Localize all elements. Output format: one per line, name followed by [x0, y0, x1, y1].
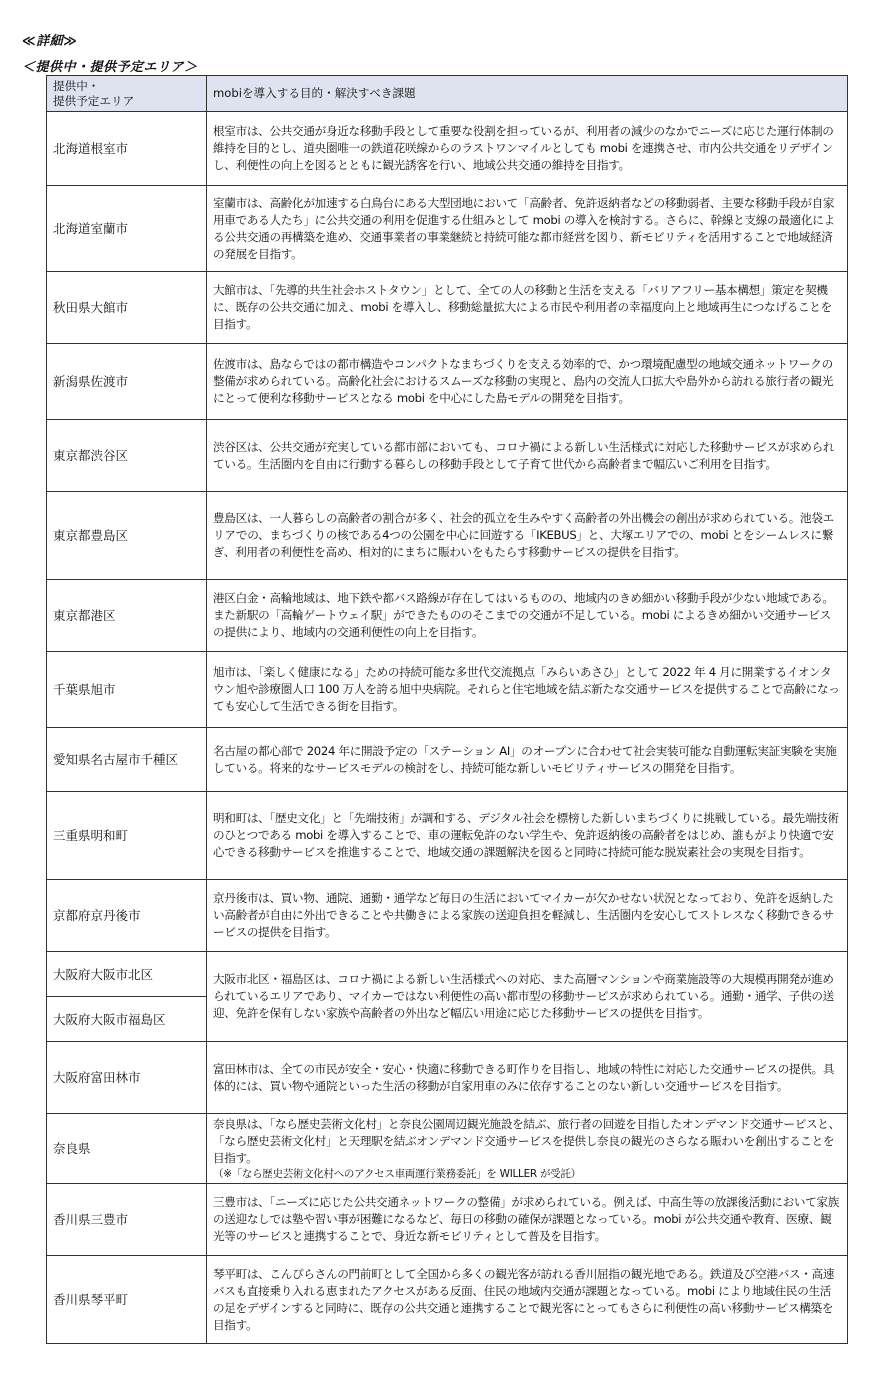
purpose-text: 室蘭市は、高齢化が加速する白鳥台にある大型団地において「高齢者、免許返納者などの移動弱者、主要な移動手段が自家用車である人たち」に公共交通の利用を促進する仕組みとして mobi の導入を検討する。さらに、幹線と支線の最適化による公共交通の再構築を進め、交通事業者の事業継続と持続可能な都市経営を図り、新モビリティを活用することで地域経済の発展を目指す。: [207, 186, 848, 272]
purpose-text: 琴平町は、こんぴらさんの門前町として全国から多くの観光客が訪れる香川屈指の観光地である。鉄道及び空港バス・高速バスも直接乗り入れる恵まれたアクセスがある反面、住民の地域内交通が課題となっている。mobi により地域住民の生活の足をデザインすると同時に、既存の公共交通と連携することで観光客にとってもさらに利便性の高い移動サービス構築を目指す。: [207, 1256, 848, 1344]
area-name: 三重県明和町: [47, 792, 207, 880]
purpose-text: 根室市は、公共交通が身近な移動手段として重要な役割を担っているが、利用者の減少のなかでニーズに応じた運行体制の維持を目的とし、道央圏唯一の鉄道花咲線からのラストワンマイルとしても mobi を連携させ、市内公共交通をリデザインし、利便性の向上を図るとともに観光誘客を行い、地域公共交通の維持を目指す。: [207, 112, 848, 186]
purpose-text: 佐渡市は、島ならではの都市構造やコンパクトなまちづくりを支える効率的で、かつ環境配慮型の地域交通ネットワークの整備が求められている。高齢化社会におけるスムーズな移動の実現と、島内の交流人口拡大や島外から訪れる旅行者の観光にとって便利な移動サービスとなる mobi を中心にした島モデルの開発を目指す。: [207, 344, 848, 420]
column-header-area: 提供中・ 提供予定エリア: [47, 76, 207, 112]
table-row: [47, 580, 848, 652]
purpose-text: 富田林市は、全ての市民が安全・安心・快適に移動できる町作りを目指し、地域の特性に対応した交通サービスの提供。具体的には、買い物や通院といった生活の移動が自家用車のみに依存することのない新しい交通サービスを目指す。: [207, 1042, 848, 1114]
table-row: [47, 1256, 848, 1344]
areas-heading: ＜提供中・提供予定エリア＞: [22, 60, 198, 75]
table-row: [47, 728, 848, 792]
area-name: 新潟県佐渡市: [47, 344, 207, 420]
purpose-text: 旭市は、「楽しく健康になる」ための持続可能な多世代交流拠点「みらいあさひ」として 2022 年 4 月に開業するイオンタウン旭や診療圏人口 100 万人を誇る旭中央病院。それらと住宅地域を結ぶ新たな交通サービスを提供することで高齢になっても安心して生活できる街を目指す。: [207, 652, 848, 728]
area-name: 大阪府大阪市福島区: [47, 997, 207, 1042]
area-name: 秋田県大館市: [47, 272, 207, 344]
purpose-text: 大館市は、「先導的共生社会ホストタウン」として、全ての人の移動と生活を支える「バリアフリー基本構想」策定を契機に、既存の公共交通に加え、mobi を導入し、移動総量拡大による市民や利用者の幸福度向上と地域再生につなげることを目指す。: [207, 272, 848, 344]
table-row: [47, 1042, 848, 1114]
table-row: [47, 420, 848, 492]
table-row: [47, 344, 848, 420]
area-name: 東京都豊島区: [47, 492, 207, 580]
area-name: 東京都渋谷区: [47, 420, 207, 492]
purpose-text: 三豊市は、「ニーズに応じた公共交通ネットワークの整備」が求められている。例えば、中高生等の放課後活動において家族の送迎なしでは塾や習い事が困難になるなど、毎日の移動の確保が課題となっている。mobi が公共交通や教育、医療、観光等のサービスと連携することで、身近な新モビリティとして普及を目指す。: [207, 1184, 848, 1256]
table-row: [47, 652, 848, 728]
table-row: [47, 112, 848, 186]
column-header-purpose: mobiを導入する目的・解決すべき課題: [207, 76, 848, 112]
table-row: [47, 792, 848, 880]
area-name: 千葉県旭市: [47, 652, 207, 728]
purpose-text: 豊島区は、一人暮らしの高齢者の割合が多く、社会的孤立を生みやすく高齢者の外出機会の創出が求められている。池袋エリアでの、まちづくりの核である4つの公園を中心に回遊する「IKEBUS」と、大塚エリアでの、mobi とをシームレスに繋ぎ、利用者の利便性を高め、相対的にまちに賑わいをもたらす移動サービスの提供を目指す。: [207, 492, 848, 580]
area-name: 北海道室蘭市: [47, 186, 207, 272]
area-name: 北海道根室市: [47, 112, 207, 186]
table-row: [47, 1184, 848, 1256]
area-name: 大阪府大阪市北区: [47, 952, 207, 997]
table-row: [47, 272, 848, 344]
purpose-text: 渋谷区は、公共交通が充実している都市部においても、コロナ禍による新しい生活様式に対応した移動サービスが求められている。生活圏内を自由に行動する暮らしの移動手段として子育て世代から高齢者まで幅広いご利用を目指す。: [207, 420, 848, 492]
area-name: 大阪府富田林市: [47, 1042, 207, 1114]
purpose-note: （※「なら歴史芸術文化村へのアクセス車両運行業務委託」を WILLER が受託）: [213, 1167, 581, 1180]
table-row: [47, 880, 848, 952]
purpose-text: 名古屋の都心部で 2024 年に開設予定の「ステーション AI」のオープンに合わせて社会実装可能な自動運転実証実験を実施している。将来的なサービスモデルの検討をし、持続可能な新しいモビリティサービスの開発を目指す。: [207, 728, 848, 792]
area-name: 香川県三豊市: [47, 1184, 207, 1256]
area-name: 奈良県: [47, 1114, 207, 1184]
area-name: 東京都港区: [47, 580, 207, 652]
purpose-text: 明和町は、「歴史文化」と「先端技術」が調和する、デジタル社会を標榜した新しいまちづくりに挑戦している。最先端技術のひとつである mobi を導入することで、車の運転免許のない学生や、免許返納後の高齢者をはじめ、誰もがより快適で安心できる移動サービスを推進することで、地域交通の課題解決を図ると同時に持続可能な脱炭素社会の実現を目指す。: [207, 792, 848, 880]
area-name: 香川県琴平町: [47, 1256, 207, 1344]
table-row: [47, 186, 848, 272]
table-row: [47, 1114, 848, 1184]
table-row: [47, 952, 848, 997]
area-name: 京都府京丹後市: [47, 880, 207, 952]
purpose-text: 大阪市北区・福島区は、コロナ禍による新しい生活様式への対応、また高層マンションや商業施設等の大規模再開発が進められているエリアであり、マイカーではない利便性の高い都市型の移動サービスが求められている。通勤・通学、子供の送迎、免許を保有しない家族や高齢者の外出など幅広い用途に応じた移動サービスの提供を目指す。: [207, 952, 848, 1042]
purpose-text: 京丹後市は、買い物、通院、通勤・通学など毎日の生活においてマイカーが欠かせない状況となっており、免許を返納したい高齢者が自由に外出できることや共働きによる家族の送迎負担を軽減し、生活圏内を安心してストレスなく移動できるサービスの提供を目指す。: [207, 880, 848, 952]
area-table: [46, 75, 848, 1344]
purpose-text: 奈良県は、「なら歴史芸術文化村」と奈良公園周辺観光施設を結ぶ、旅行者の回遊を目指したオンデマンド交通サービスと、「なら歴史芸術文化村」と天理駅を結ぶオンデマンド交通サービスを提供し奈良の観光のさらなる賑わいを創出することを目指す。 （※「なら歴史芸術文化村へのアクセス車両運行業務委託」を WILLER が受託）: [207, 1114, 848, 1184]
table-row: [47, 492, 848, 580]
purpose-text: 港区白金・高輪地域は、地下鉄や都バス路線が存在してはいるものの、地域内のきめ細かい移動手段が少ない地域である。また新駅の「高輪ゲートウェイ駅」ができたもののそこまでの交通が不足している。mobi によるきめ細かい交通サービスの提供により、地域内の交通利便性の向上を目指す。: [207, 580, 848, 652]
table-header-row: [47, 76, 848, 112]
area-name: 愛知県名古屋市千種区: [47, 728, 207, 792]
details-heading: ≪詳細≫: [22, 34, 78, 49]
